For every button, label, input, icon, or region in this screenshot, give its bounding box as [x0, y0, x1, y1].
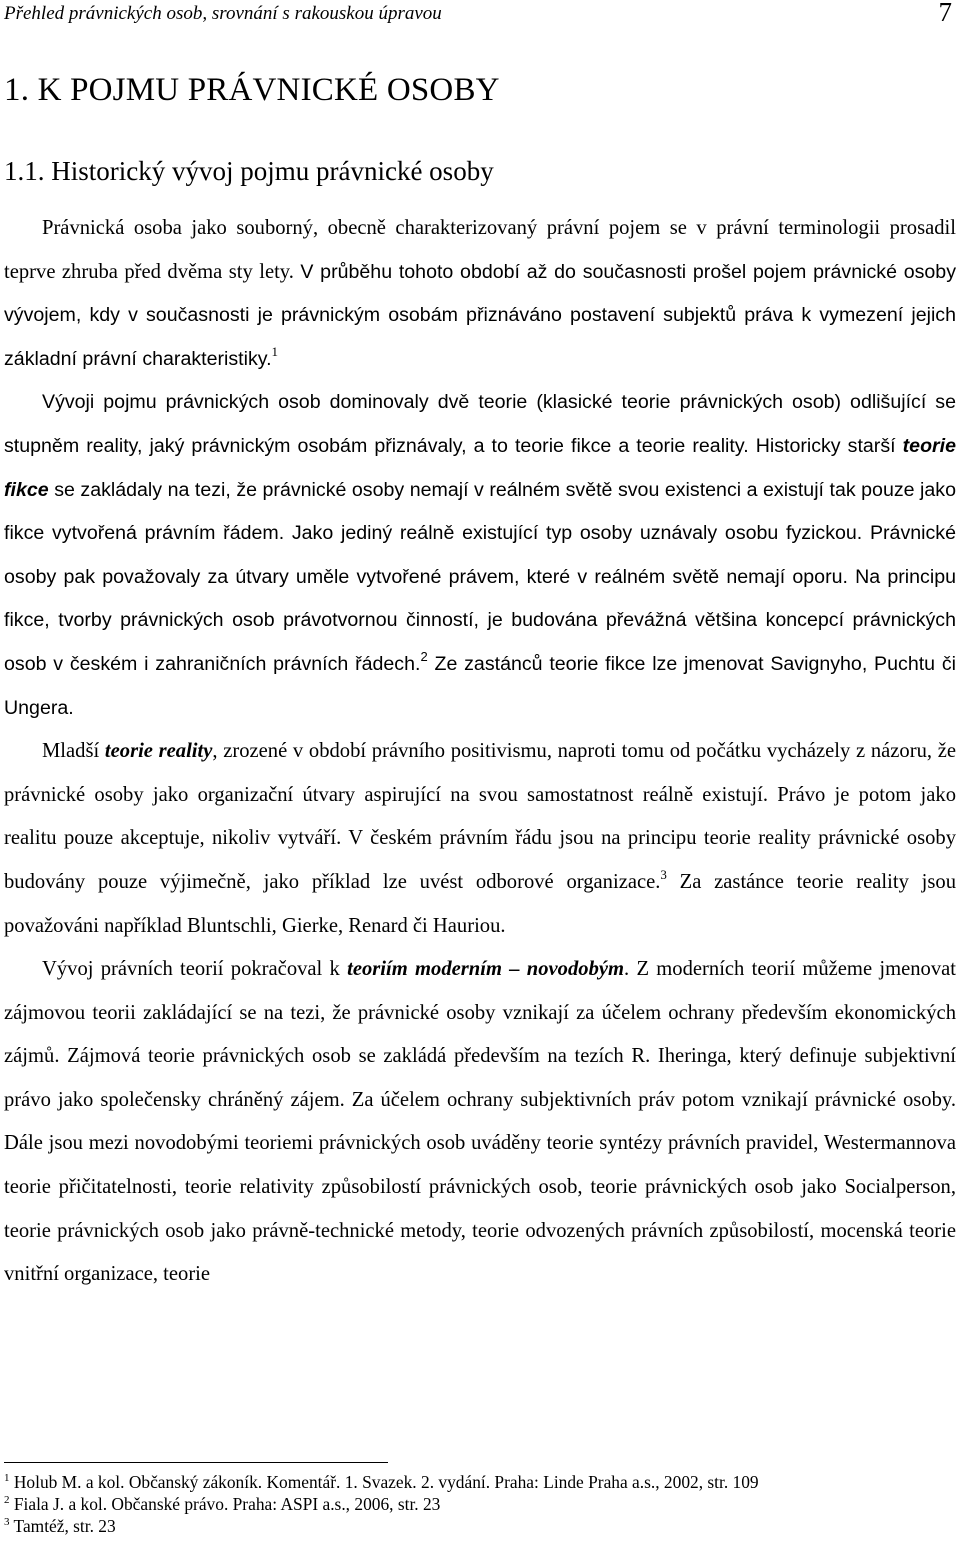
- term-teorie-reality: teorie reality: [104, 740, 213, 763]
- paragraph-2-text-b: se zakládaly na tezi, že právnické osoby nemají v reálném světě svou existenci a existují tak pouze jako fikce vytvořená právním řádem. Jako jediný reálně existující typ osoby uznávaly osobu fyzickou. Právnické osoby pak považovaly za útvary uměle vytvořené právem, které v reálném světě nemají oporu. Na principu fikce, tvorby právnických osob právotvornou činností, je budována převážná většina koncepcí právnických osob v českém i zahraničních právních řádech.: [4, 478, 956, 675]
- term-teoriim-modernim: teoriím moderním – novodobým: [347, 958, 625, 981]
- running-header: [4, 2, 952, 32]
- paragraph-1-text-b: V průběhu tohoto období až do současnosti prošel pojem právnické osoby vývojem, kdy v současnosti je právnickým osobám přiznáváno postavení subjektů práva k vymezení jejich základní právní charakteristiky.: [4, 260, 956, 370]
- footnotes: [4, 1471, 956, 1537]
- paragraph-4: [4, 948, 956, 1297]
- footnote-ref-2: 2: [420, 648, 428, 664]
- footnote-ref-1: 1: [271, 343, 279, 359]
- footnote-ref-3: 3: [660, 866, 667, 882]
- paragraph-3-text-a: Mladší: [42, 740, 100, 763]
- footnote-text: Fiala J. a kol. Občanské právo. Praha: ASPI a.s., 2006, str. 23: [13, 1494, 441, 1514]
- footnote-mark: 2: [4, 1494, 10, 1506]
- footnote-mark: 3: [4, 1516, 10, 1528]
- paragraph-3: [4, 730, 956, 948]
- footnote-text: Holub M. a kol. Občanský zákoník. Komentář. 1. Svazek. 2. vydání. Praha: Linde Praha a.s., 2002, str. 109: [13, 1472, 759, 1492]
- paragraph-1: [4, 207, 956, 381]
- footnote-1: [4, 1471, 956, 1493]
- paragraph-2: [4, 381, 956, 730]
- footnote-mark: 1: [4, 1472, 10, 1484]
- paragraph-3-text-b: , zrozené v období právního positivismu, naproti tomu od počátku vycházely z názoru, že právnické osoby jako organizační útvary aspirující na svou samostatnost reálně existují. Právo je potom jako realitu pouze akceptuje, nikoliv vytváří. V českém právním řádu jsou na principu teorie reality právnické osoby budovány pouze výjimečně, jako příklad lze uvést odborové organizace.: [4, 740, 956, 893]
- section-title: 1.1. Historický vývoj pojmu právnické osoby: [4, 156, 494, 186]
- footnote-text: Tamtéž, str. 23: [13, 1516, 116, 1536]
- paragraph-3-text-c: Za zastánce teorie reality jsou považováni například Bluntschli, Gierke, Renard či Hauriou.: [4, 870, 956, 937]
- paragraph-2-text-a: Vývoji pojmu právnických osob dominovaly dvě teorie (klasické teorie právnických osob) odlišující se stupněm reality, jaký právnickým osobám přiznávaly, a to teorie fikce a teorie reality. Historicky starší: [4, 391, 956, 457]
- body-text: [4, 207, 956, 1297]
- footnote-3: [4, 1515, 956, 1537]
- footnote-divider: [4, 1462, 388, 1463]
- chapter-title: 1. K POJMU PRÁVNICKÉ OSOBY: [4, 72, 500, 108]
- term-teorie-fikce: teorie fikce: [4, 434, 956, 501]
- running-title: Přehled právnických osob, srovnání s rakouskou úpravou: [4, 3, 442, 24]
- page-number: 7: [938, 0, 952, 27]
- paragraph-1-text-a: Právnická osoba jako souborný, obecně charakterizovaný právní pojem se v právní terminologii prosadil teprve zhruba před dvěma sty lety.: [4, 217, 956, 283]
- paragraph-2-text-c: Ze zastánců teorie fikce lze jmenovat Savignyho, Puchtu či Ungera.: [4, 652, 956, 719]
- paragraph-4-text-b: . Z moderních teorií můžeme jmenovat zájmovou teorii zakládající se na tezi, že právnické osoby vznikají za účelem ochrany především ekonomických zájmů. Zájmová teorie právnických osob se zakládá především na tezích R. Iheringa, který definuje subjektivní právo jako společensky chráněný zájem. Za účelem ochrany subjektivních práv potom vznikají právnické osoby. Dále jsou mezi novodobými teoriemi právnických osob uváděny teorie syntézy právních pravidel, Westermannova teorie přičitatelnosti, teorie relativity způsobilostí právnických osob, teorie právnických osob jako Socialperson, teorie právnických osob jako právně-technické metody, teorie odvozených právních způsobilostí, mocenská teorie vnitřní organizace, teorie: [4, 958, 956, 1286]
- footnote-2: [4, 1493, 956, 1515]
- paragraph-4-text-a: Vývoj právních teorií pokračoval k: [42, 958, 340, 981]
